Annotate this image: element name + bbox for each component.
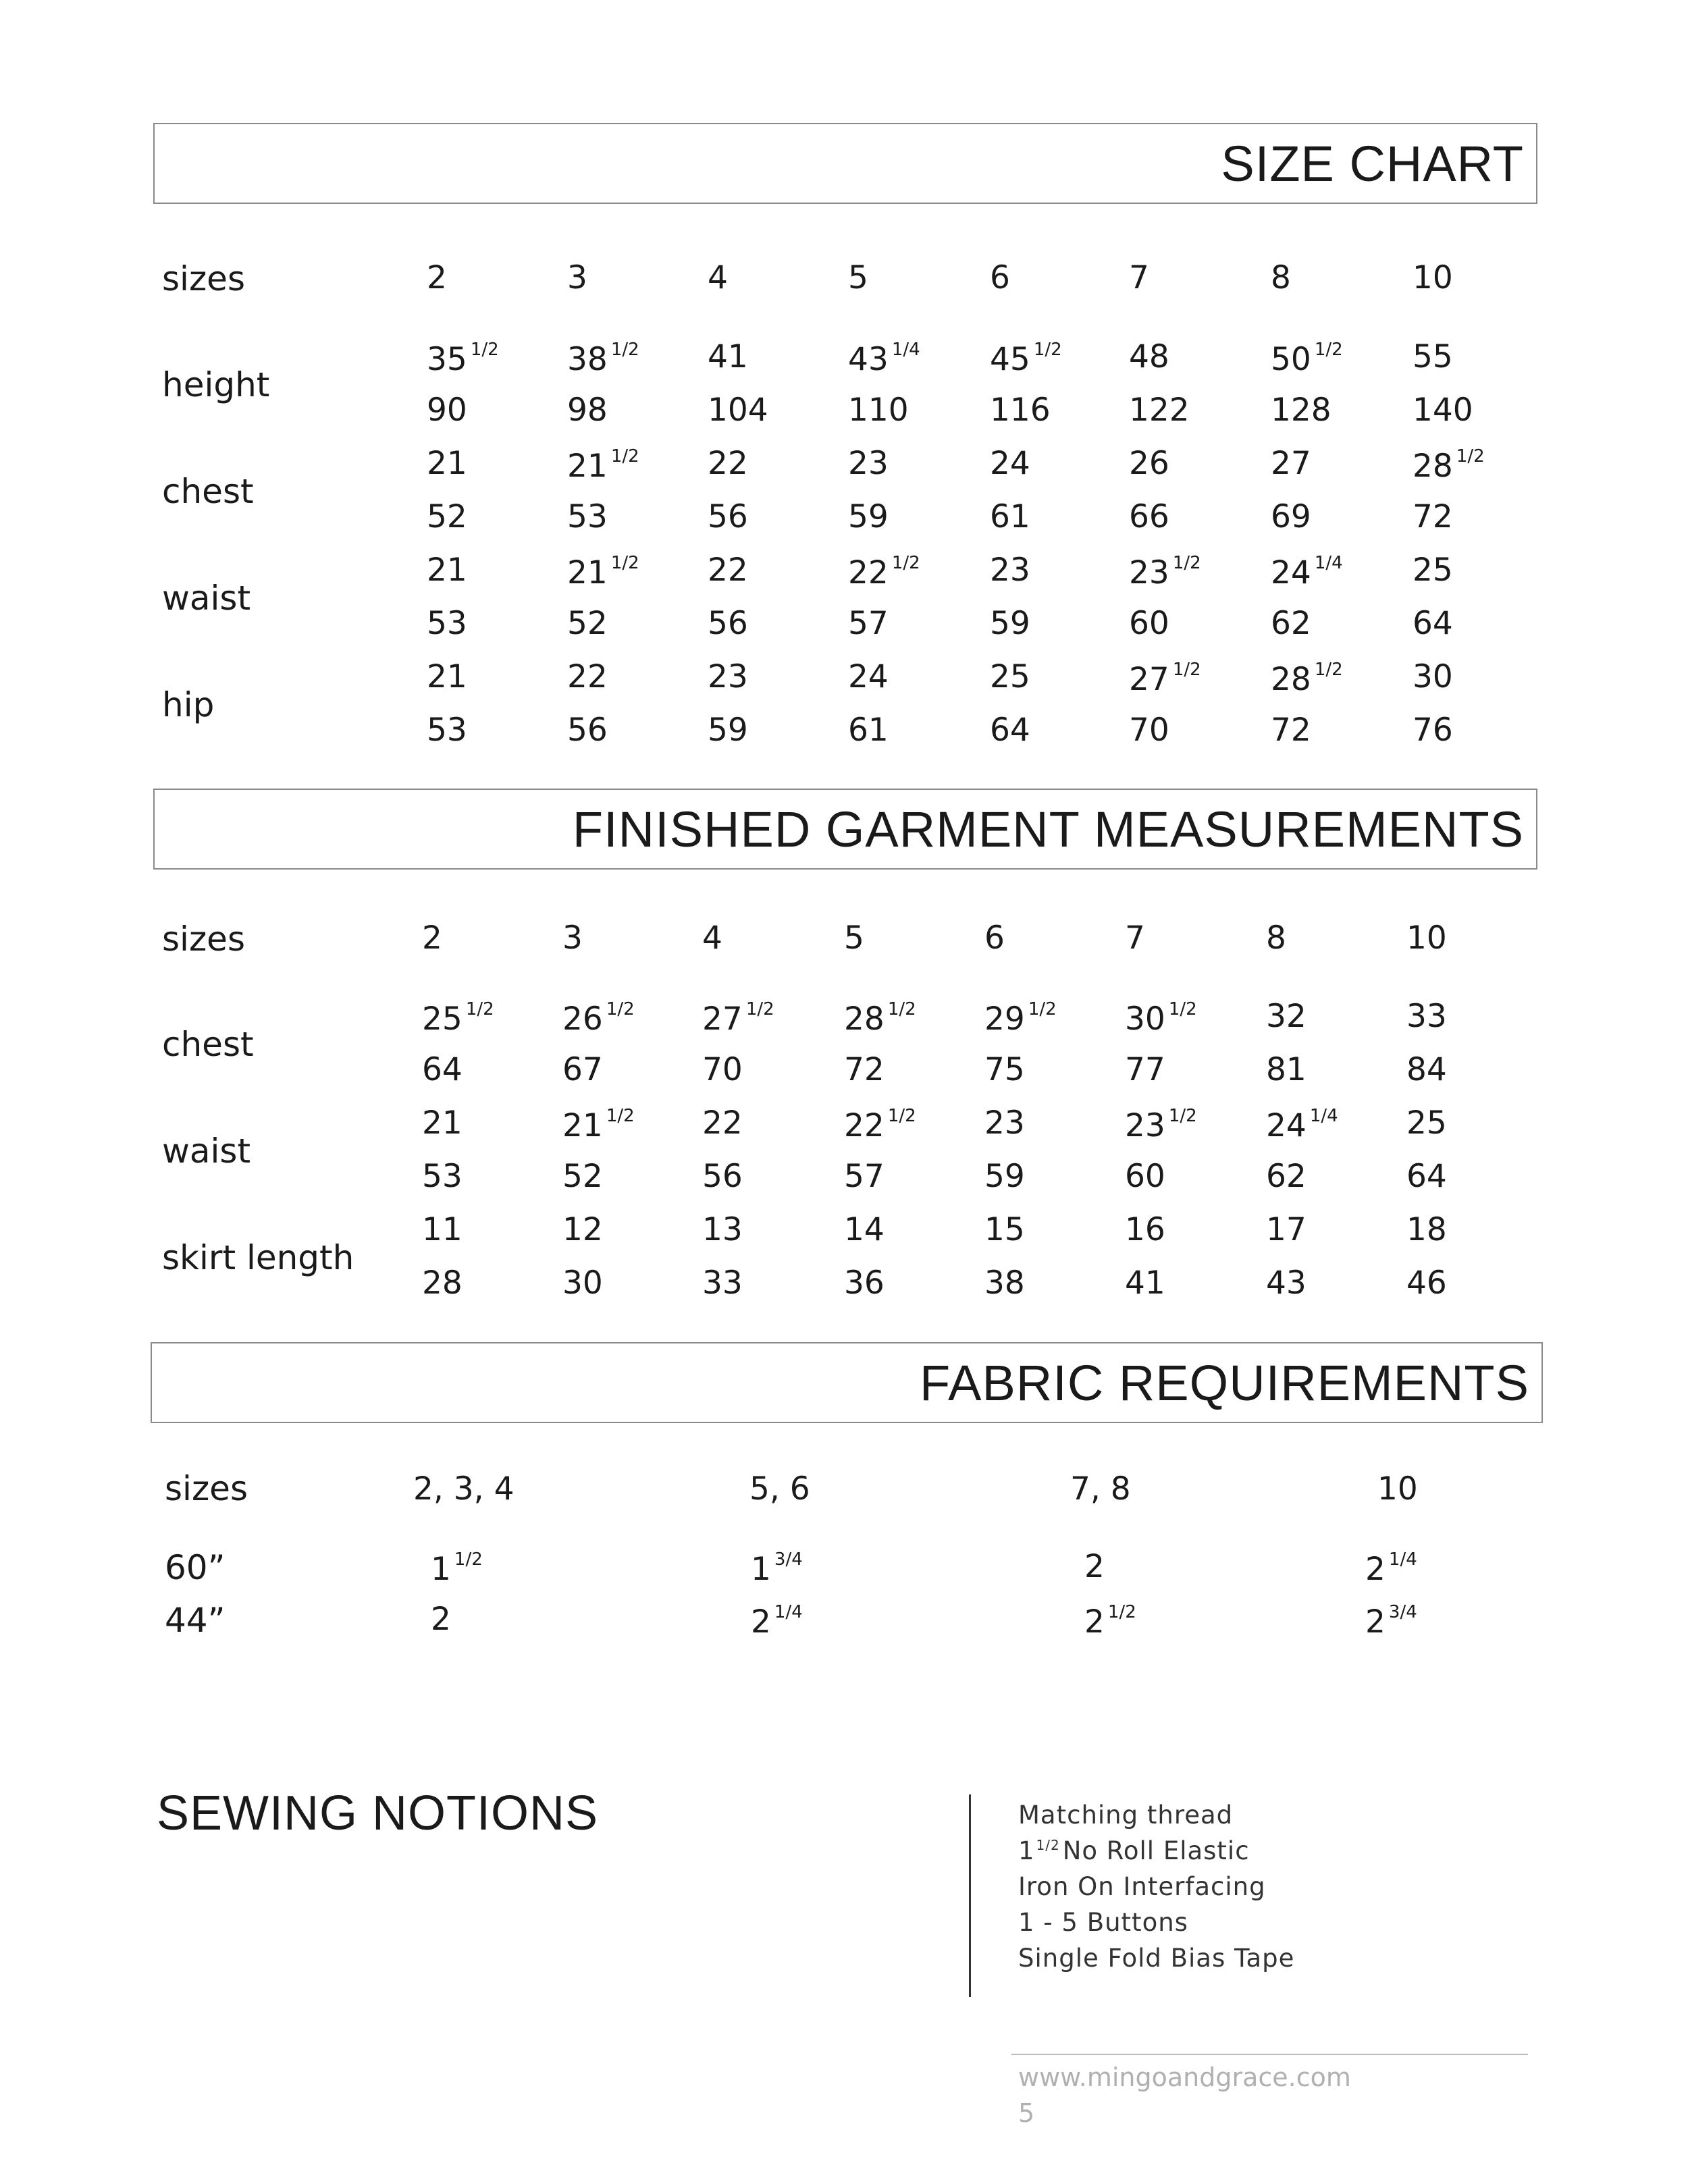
inch-value: 23 — [848, 445, 889, 482]
cm-value: 110 — [848, 392, 909, 429]
cm-value: 122 — [1129, 392, 1190, 429]
cm-value: 70 — [1129, 712, 1169, 749]
cm-value: 98 — [567, 392, 608, 429]
size-header: 10 — [1406, 920, 1447, 957]
inch-value: 23 — [984, 1104, 1025, 1142]
cm-value: 57 — [844, 1158, 885, 1195]
row-label: hip — [162, 685, 215, 724]
sewing-notions-title: SEWING NOTIONS — [157, 1786, 599, 1840]
cm-value: 52 — [567, 605, 608, 642]
notion-item: Single Fold Bias Tape — [1018, 1944, 1295, 1973]
cm-value: 41 — [1125, 1264, 1165, 1302]
cm-value: 36 — [844, 1264, 885, 1302]
inch-value: 21 — [427, 658, 467, 695]
inch-value: 21 — [422, 1104, 463, 1142]
yardage-value: 2 $^{1/4}$ — [1365, 1549, 1417, 1588]
cm-value: 56 — [708, 605, 748, 642]
cm-value: 43 — [1266, 1264, 1307, 1302]
cm-value: 72 — [844, 1051, 885, 1088]
row-label: chest — [162, 472, 254, 511]
inch-value: 30 — [1413, 658, 1453, 695]
inch-value: 29 $^{1/2}$ — [984, 999, 1057, 1038]
yardage-value: 2 $^{3/4}$ — [1365, 1602, 1417, 1641]
inch-value: 18 — [1406, 1211, 1447, 1248]
row-label: waist — [162, 1131, 251, 1171]
cm-value: 59 — [848, 498, 889, 535]
inch-value: 23 $^{1/2}$ — [1125, 1106, 1197, 1144]
yardage-value: 2 — [431, 1601, 451, 1638]
inch-value: 27 $^{1/2}$ — [702, 999, 774, 1038]
inch-value: 21 — [427, 552, 467, 589]
cm-value: 52 — [427, 498, 467, 535]
cm-value: 64 — [1406, 1158, 1447, 1195]
inch-value: 24 — [990, 445, 1030, 482]
size-header: 3 — [562, 920, 583, 957]
inch-value: 33 — [1406, 998, 1447, 1035]
footer-divider — [1011, 2054, 1528, 2055]
yardage-value: 2 — [1084, 1548, 1105, 1585]
row-label: height — [162, 365, 270, 404]
cm-value: 59 — [708, 712, 748, 749]
size-header: 5 — [844, 920, 864, 957]
cm-value: 46 — [1406, 1264, 1447, 1302]
size-header: 10 — [1413, 259, 1453, 296]
cm-value: 90 — [427, 392, 467, 429]
inch-value: 32 — [1266, 998, 1307, 1035]
inch-value: 21 — [427, 445, 467, 482]
notion-item: 1 $^{1/2}$ No Roll Elastic — [1018, 1836, 1250, 1865]
inch-value: 15 — [984, 1211, 1025, 1248]
inch-value: 26 — [1129, 445, 1169, 482]
inch-value: 35 $^{1/2}$ — [427, 340, 499, 378]
cm-value: 53 — [422, 1158, 463, 1195]
inch-value: 23 — [708, 658, 748, 695]
inch-value: 28 $^{1/2}$ — [1271, 660, 1343, 698]
inch-value: 30 $^{1/2}$ — [1125, 999, 1197, 1038]
inch-value: 13 — [702, 1211, 743, 1248]
inch-value: 25 — [1406, 1104, 1447, 1142]
row-label: chest — [162, 1025, 254, 1064]
fabric-width-label: 44” — [165, 1601, 226, 1640]
sizes-label: sizes — [165, 1469, 248, 1508]
cm-value: 56 — [567, 712, 608, 749]
inch-value: 24 — [848, 658, 889, 695]
inch-value: 14 — [844, 1211, 885, 1248]
inch-value: 27 $^{1/2}$ — [1129, 660, 1201, 698]
inch-value: 12 — [562, 1211, 603, 1248]
yardage-value: 2 $^{1/2}$ — [1084, 1602, 1136, 1641]
inch-value: 23 — [990, 552, 1030, 589]
inch-value: 22 $^{1/2}$ — [848, 553, 920, 591]
yardage-value: 2 $^{1/4}$ — [751, 1602, 803, 1641]
fabric-requirements-header — [151, 1342, 1543, 1423]
finished-measurements-title: FINISHED GARMENT MEASUREMENTS — [572, 801, 1524, 857]
cm-value: 56 — [702, 1158, 743, 1195]
inch-value: 28 $^{1/2}$ — [844, 999, 916, 1038]
inch-value: 45 $^{1/2}$ — [990, 340, 1062, 378]
inch-value: 11 — [422, 1211, 463, 1248]
size-header: 2, 3, 4 — [413, 1470, 515, 1508]
cm-value: 77 — [1125, 1051, 1165, 1088]
notions-divider — [969, 1794, 971, 1997]
inch-value: 25 $^{1/2}$ — [422, 999, 494, 1038]
cm-value: 75 — [984, 1051, 1025, 1088]
notion-item: Iron On Interfacing — [1018, 1872, 1266, 1901]
cm-value: 64 — [422, 1051, 463, 1088]
inch-value: 25 — [1413, 552, 1453, 589]
inch-value: 48 — [1129, 338, 1169, 375]
size-header: 6 — [984, 920, 1005, 957]
cm-value: 59 — [984, 1158, 1025, 1195]
cm-value: 62 — [1271, 605, 1311, 642]
size-header: 8 — [1266, 920, 1286, 957]
inch-value: 43 $^{1/4}$ — [848, 340, 920, 378]
finished-measurements-header — [153, 789, 1537, 870]
inch-value: 38 $^{1/2}$ — [567, 340, 639, 378]
notion-item: Matching thread — [1018, 1801, 1234, 1830]
cm-value: 104 — [708, 392, 768, 429]
size-header: 5 — [848, 259, 868, 296]
cm-value: 64 — [990, 712, 1030, 749]
inch-value: 41 — [708, 338, 748, 375]
inch-value: 23 $^{1/2}$ — [1129, 553, 1201, 591]
cm-value: 61 — [848, 712, 889, 749]
cm-value: 69 — [1271, 498, 1311, 535]
cm-value: 30 — [562, 1264, 603, 1302]
yardage-value: 1 $^{1/2}$ — [431, 1549, 483, 1588]
cm-value: 76 — [1413, 712, 1453, 749]
size-header: 6 — [990, 259, 1010, 296]
size-header: 7 — [1125, 920, 1145, 957]
size-chart-header — [153, 123, 1537, 204]
row-label: skirt length — [162, 1238, 354, 1277]
inch-value: 16 — [1125, 1211, 1165, 1248]
cm-value: 53 — [427, 605, 467, 642]
inch-value: 22 — [708, 552, 748, 589]
sizes-label: sizes — [162, 259, 245, 298]
cm-value: 116 — [990, 392, 1051, 429]
cm-value: 33 — [702, 1264, 743, 1302]
inch-value: 25 — [990, 658, 1030, 695]
inch-value: 22 — [567, 658, 608, 695]
fabric-requirements-title: FABRIC REQUIREMENTS — [920, 1354, 1529, 1411]
cm-value: 60 — [1129, 605, 1169, 642]
inch-value: 22 $^{1/2}$ — [844, 1106, 916, 1144]
inch-value: 21 $^{1/2}$ — [567, 553, 639, 591]
cm-value: 53 — [427, 712, 467, 749]
size-header: 2 — [427, 259, 447, 296]
cm-value: 38 — [984, 1264, 1025, 1302]
yardage-value: 1 $^{3/4}$ — [751, 1549, 803, 1588]
cm-value: 140 — [1413, 392, 1473, 429]
cm-value: 67 — [562, 1051, 603, 1088]
inch-value: 26 $^{1/2}$ — [562, 999, 635, 1038]
size-header: 7 — [1129, 259, 1149, 296]
cm-value: 56 — [708, 498, 748, 535]
cm-value: 81 — [1266, 1051, 1307, 1088]
inch-value: 24 $^{1/4}$ — [1266, 1106, 1338, 1144]
inch-value: 21 $^{1/2}$ — [562, 1106, 635, 1144]
inch-value: 22 — [708, 445, 748, 482]
sizes-label: sizes — [162, 920, 245, 959]
inch-value: 50 $^{1/2}$ — [1271, 340, 1343, 378]
fabric-width-label: 60” — [165, 1548, 226, 1587]
inch-value: 22 — [702, 1104, 743, 1142]
notion-item: 1 - 5 Buttons — [1018, 1908, 1188, 1937]
cm-value: 66 — [1129, 498, 1169, 535]
cm-value: 70 — [702, 1051, 743, 1088]
cm-value: 60 — [1125, 1158, 1165, 1195]
cm-value: 57 — [848, 605, 889, 642]
cm-value: 72 — [1271, 712, 1311, 749]
cm-value: 84 — [1406, 1051, 1447, 1088]
size-header: 4 — [702, 920, 722, 957]
inch-value: 24 $^{1/4}$ — [1271, 553, 1343, 591]
size-header: 5, 6 — [749, 1470, 810, 1508]
cm-value: 62 — [1266, 1158, 1307, 1195]
size-header: 7, 8 — [1070, 1470, 1131, 1508]
size-header: 2 — [422, 920, 442, 957]
cm-value: 52 — [562, 1158, 603, 1195]
page-number: 5 — [1018, 2098, 1035, 2128]
cm-value: 72 — [1413, 498, 1453, 535]
cm-value: 28 — [422, 1264, 463, 1302]
inch-value: 28 $^{1/2}$ — [1413, 446, 1485, 485]
size-header: 8 — [1271, 259, 1291, 296]
size-chart-title: SIZE CHART — [1221, 135, 1524, 192]
cm-value: 64 — [1413, 605, 1453, 642]
size-header: 3 — [567, 259, 587, 296]
size-header: 4 — [708, 259, 728, 296]
inch-value: 21 $^{1/2}$ — [567, 446, 639, 485]
cm-value: 59 — [990, 605, 1030, 642]
inch-value: 27 — [1271, 445, 1311, 482]
inch-value: 55 — [1413, 338, 1453, 375]
size-header: 10 — [1377, 1470, 1418, 1508]
cm-value: 61 — [990, 498, 1030, 535]
cm-value: 128 — [1271, 392, 1331, 429]
cm-value: 53 — [567, 498, 608, 535]
footer-url: www.mingoandgrace.com — [1018, 2062, 1351, 2092]
row-label: waist — [162, 579, 251, 618]
inch-value: 17 — [1266, 1211, 1307, 1248]
